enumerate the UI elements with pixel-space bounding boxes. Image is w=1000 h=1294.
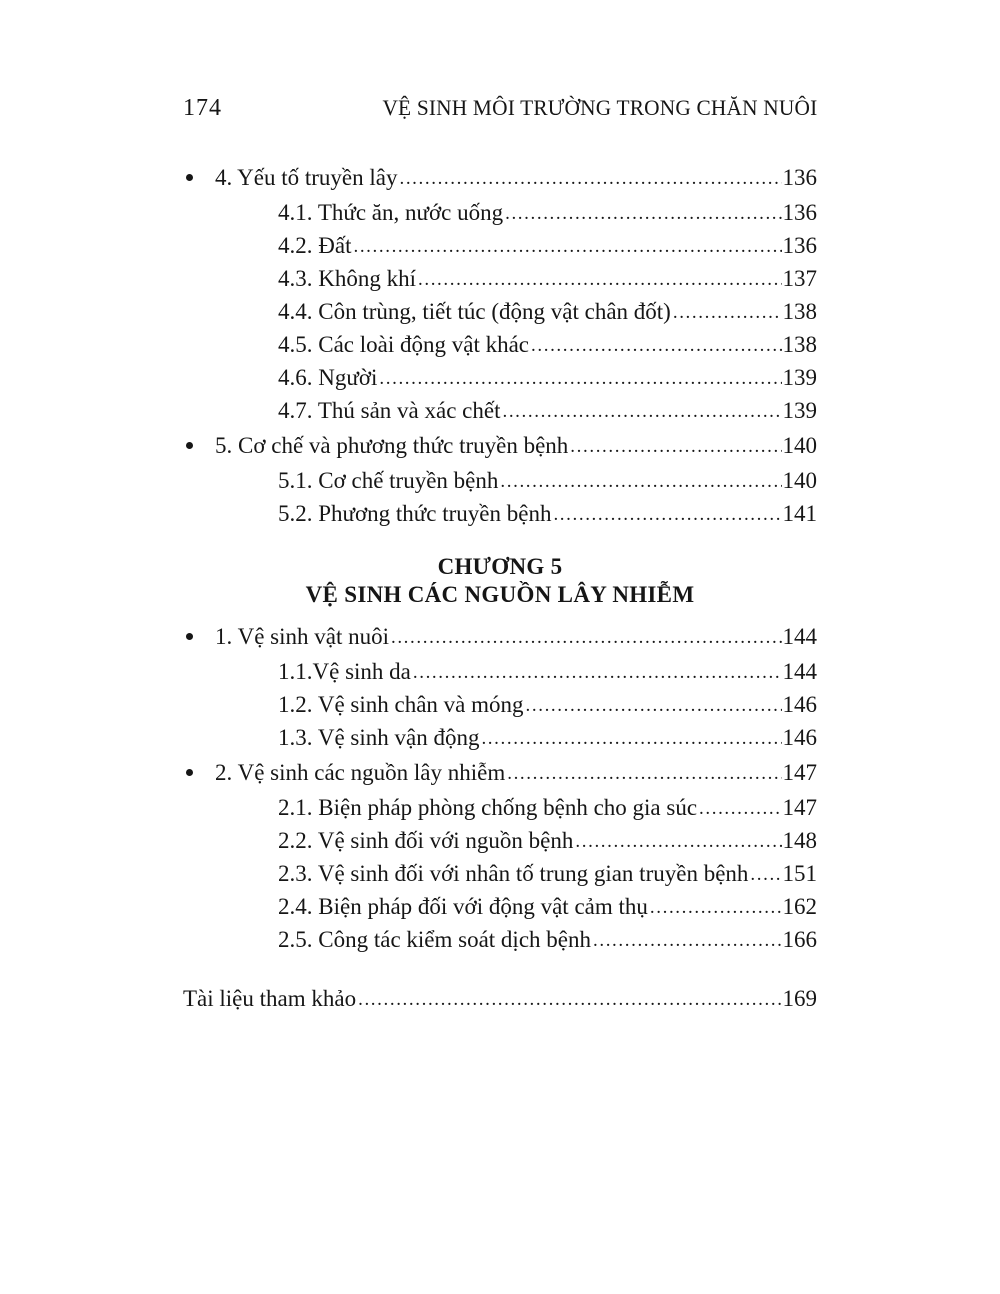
toc-entry-page: 138 <box>782 332 817 357</box>
chapter-heading <box>183 553 817 609</box>
toc-entry <box>183 656 817 689</box>
toc-entry-label: 1.2. Vệ sinh chân và móng <box>278 692 524 717</box>
toc-entry-label: 2.3. Vệ sinh đối với nhân tố trung gian truyền bệnh <box>278 861 749 886</box>
toc-entry-label: 1. Vệ sinh vật nuôi <box>215 624 389 649</box>
toc-entry <box>183 498 817 531</box>
toc-entry-page: 137 <box>782 266 817 291</box>
dot-leader <box>531 330 781 361</box>
running-title: VỆ SINH MÔI TRƯỜNG TRONG CHĂN NUÔI <box>382 95 817 120</box>
toc-entry-label: 2.1. Biện pháp phòng chống bệnh cho gia súc <box>278 795 698 820</box>
bullet-dot-icon <box>186 442 193 449</box>
dot-leader <box>593 925 782 956</box>
dot-leader <box>500 466 781 497</box>
toc-entry-page: 138 <box>782 299 817 324</box>
toc-entry-label: 4.3. Không khí <box>278 266 416 291</box>
toc-entry <box>183 263 817 296</box>
toc-entry-label: 4.5. Các loài động vật khác <box>278 332 530 357</box>
toc-entry-page: 147 <box>782 795 817 820</box>
toc-entry-label: 4.6. Người <box>278 365 378 390</box>
toc-entry-page: 136 <box>782 233 817 258</box>
toc-entry <box>183 792 817 825</box>
toc-entry-label: 4.4. Côn trùng, tiết túc (động vật chân đốt) <box>278 299 671 324</box>
dot-leader <box>353 231 781 262</box>
toc-entry-page: 147 <box>782 760 817 785</box>
dot-leader <box>570 431 781 462</box>
toc-entry-page: 144 <box>782 624 817 649</box>
dot-leader <box>379 363 781 394</box>
dot-leader <box>481 723 781 754</box>
toc-entry <box>183 162 817 195</box>
dot-leader <box>699 793 781 824</box>
toc-entry <box>183 858 817 891</box>
toc-entry-label: 2.5. Công tác kiểm soát dịch bệnh <box>278 927 591 952</box>
toc-entry-page: 166 <box>782 927 817 952</box>
bullet-dot-icon <box>186 174 193 181</box>
toc-entry-label: 4.7. Thú sản và xác chết <box>278 398 501 423</box>
toc-entry <box>183 924 817 957</box>
toc-entry-label: 1.3. Vệ sinh vận động <box>278 725 480 750</box>
toc-entry <box>183 689 817 722</box>
toc-entry-label: 1.1.Vệ sinh da <box>278 659 411 684</box>
toc-entry <box>183 722 817 755</box>
toc-entry <box>183 983 817 1016</box>
dot-leader <box>673 297 782 328</box>
toc-entry-page: 151 <box>782 861 817 886</box>
toc-entry-label: 2.2. Vệ sinh đối với nguồn bệnh <box>278 828 574 853</box>
bullet-dot-icon <box>186 769 193 776</box>
toc-entry-page: 162 <box>782 894 817 919</box>
toc-entry-label: 5.1. Cơ chế truyền bệnh <box>278 468 499 493</box>
dot-leader <box>358 984 781 1015</box>
toc-entry-label: 4.2. Đất <box>278 233 352 258</box>
running-header <box>183 94 817 122</box>
toc-entry-label: 4. Yếu tố truyền lây <box>215 165 398 190</box>
dot-leader <box>553 499 781 530</box>
toc-entry-page: 136 <box>782 165 817 190</box>
dot-leader <box>502 396 781 427</box>
toc-entry-page: 141 <box>782 501 817 526</box>
toc-entry-label: 5. Cơ chế và phương thức truyền bệnh <box>215 433 569 458</box>
toc-entry-page: 148 <box>782 828 817 853</box>
page-number: 174 <box>183 95 222 121</box>
toc-entry <box>183 395 817 428</box>
dot-leader <box>418 264 782 295</box>
toc-entry-page: 146 <box>782 692 817 717</box>
toc-entry <box>183 296 817 329</box>
toc-entry-label: Tài liệu tham khảo <box>183 986 357 1011</box>
toc-entry <box>183 621 817 654</box>
dot-leader <box>391 622 782 653</box>
toc-entry-page: 139 <box>782 365 817 390</box>
bullet-icon <box>183 430 215 461</box>
dot-leader <box>750 859 781 890</box>
dot-leader <box>505 198 781 229</box>
table-of-contents <box>183 162 817 1016</box>
dot-leader <box>526 690 782 721</box>
bullet-icon <box>183 757 215 788</box>
dot-leader <box>507 758 781 789</box>
toc-entry-label: 2.4. Biện pháp đối với động vật cảm thụ <box>278 894 648 919</box>
dot-leader <box>650 892 782 923</box>
toc-entry-page: 146 <box>782 725 817 750</box>
toc-entry-page: 136 <box>782 200 817 225</box>
toc-entry <box>183 825 817 858</box>
bullet-dot-icon <box>186 633 193 640</box>
chapter-heading-line2: VỆ SINH CÁC NGUỒN LÂY NHIỄM <box>305 582 695 607</box>
toc-entry-page: 140 <box>782 433 817 458</box>
dot-leader <box>399 163 781 194</box>
toc-entry <box>183 329 817 362</box>
toc-entry-page: 139 <box>782 398 817 423</box>
toc-entry-label: 5.2. Phương thức truyền bệnh <box>278 501 552 526</box>
toc-entry-page: 169 <box>782 986 817 1011</box>
toc-entry-label: 2. Vệ sinh các nguồn lây nhiễm <box>215 760 506 785</box>
toc-entry <box>183 465 817 498</box>
dot-leader <box>575 826 781 857</box>
bullet-icon <box>183 621 215 652</box>
toc-entry-page: 144 <box>782 659 817 684</box>
toc-entry <box>183 362 817 395</box>
toc-entry <box>183 757 817 790</box>
toc-entry-label: 4.1. Thức ăn, nước uống <box>278 200 504 225</box>
toc-entry <box>183 430 817 463</box>
dot-leader <box>413 657 782 688</box>
chapter-heading-line1: CHƯƠNG 5 <box>437 554 563 579</box>
toc-entry-page: 140 <box>782 468 817 493</box>
bullet-icon <box>183 162 215 193</box>
toc-entry <box>183 891 817 924</box>
toc-entry <box>183 197 817 230</box>
toc-entry <box>183 230 817 263</box>
